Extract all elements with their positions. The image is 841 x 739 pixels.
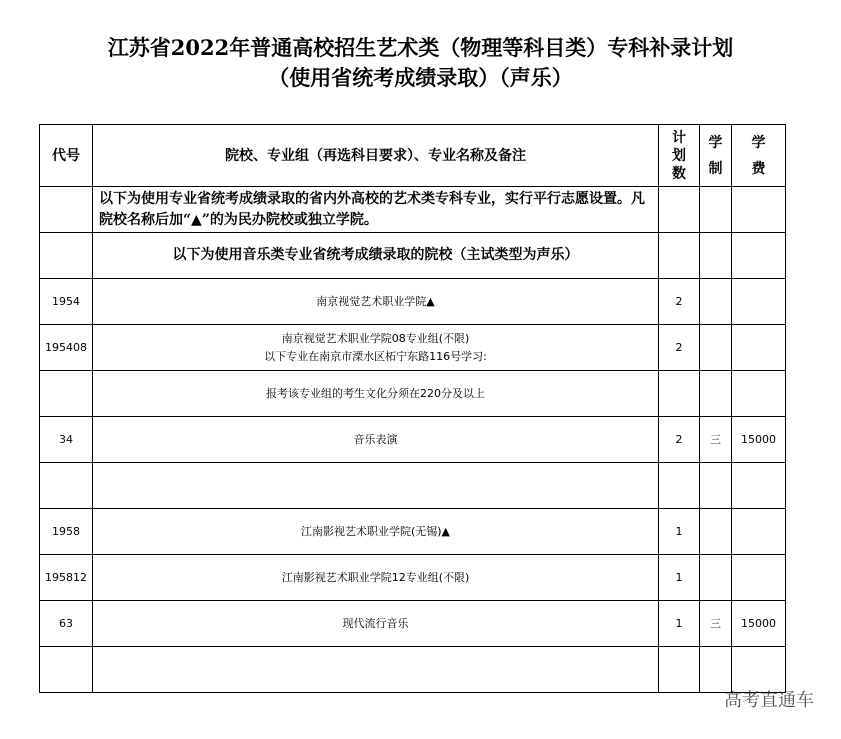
table-row — [40, 601, 786, 647]
cell-plan — [659, 647, 700, 693]
cell-plan: 1 — [659, 601, 700, 647]
cell-plan: 1 — [659, 555, 700, 601]
cell-name: 音乐表演 — [93, 417, 659, 463]
cell-code — [40, 371, 93, 417]
note-parallel-volunteer: 以下为使用专业省统考成绩录取的省内外高校的艺术类专科专业，实行平行志愿设置。凡院校名称后加“▲”的为民办院校或独立学院。 — [93, 187, 659, 233]
note-row — [40, 233, 786, 279]
cell-years — [700, 371, 732, 417]
cell-code: 63 — [40, 601, 93, 647]
cell-plan: 2 — [659, 325, 700, 371]
cell-fee — [732, 371, 786, 417]
cell-years — [700, 279, 732, 325]
cell-plan — [659, 463, 700, 509]
cell-code — [40, 463, 93, 509]
table-row — [40, 279, 786, 325]
cell-years: 三 — [700, 417, 732, 463]
cell-fee — [732, 463, 786, 509]
table-row — [40, 417, 786, 463]
cell-code — [40, 647, 93, 693]
note-row — [40, 187, 786, 233]
cell-fee: 15000 — [732, 601, 786, 647]
cell-fee: 15000 — [732, 417, 786, 463]
cell-plan: 1 — [659, 509, 700, 555]
table-row — [40, 647, 786, 693]
enrollment-plan-table — [39, 124, 786, 693]
page-title: 江苏省2022年普通高校招生艺术类（物理等科目类）专科补录计划 — [107, 35, 734, 60]
table-row — [40, 555, 786, 601]
table-row — [40, 509, 786, 555]
watermark: 高考直通车 — [724, 690, 814, 711]
header-name: 院校、专业组（再选科目要求）、专业名称及备注 — [93, 125, 659, 187]
cell-years — [700, 555, 732, 601]
cell-code: 195812 — [40, 555, 93, 601]
table-header-row — [40, 125, 786, 187]
cell-plan: 2 — [659, 417, 700, 463]
cell-name: 江南影视艺术职业学院(无锡)▲ — [93, 509, 659, 555]
cell-code: 1958 — [40, 509, 93, 555]
cell-fee — [732, 509, 786, 555]
cell-years — [700, 325, 732, 371]
cell-years — [700, 463, 732, 509]
cell-plan: 2 — [659, 279, 700, 325]
cell-code: 1954 — [40, 279, 93, 325]
note-vocal-music: 以下为使用音乐类专业省统考成绩录取的院校（主试类型为声乐） — [93, 233, 659, 279]
cell-years — [700, 509, 732, 555]
header-years: 学 制 — [700, 125, 732, 187]
cell-name — [93, 463, 659, 509]
table-row — [40, 325, 786, 371]
table-row — [40, 371, 786, 417]
table-row — [40, 463, 786, 509]
header-plan: 计 划 数 — [659, 125, 700, 187]
cell-name: 报考该专业组的考生文化分须在220分及以上 — [93, 371, 659, 417]
cell-fee — [732, 555, 786, 601]
cell-name: 现代流行音乐 — [93, 601, 659, 647]
cell-name — [93, 647, 659, 693]
cell-fee — [732, 279, 786, 325]
cell-name: 南京视觉艺术职业学院08专业组(不限) 以下专业在南京市溧水区柘宁东路116号学习: — [93, 325, 659, 371]
cell-name: 南京视觉艺术职业学院▲ — [93, 279, 659, 325]
cell-years: 三 — [700, 601, 732, 647]
cell-fee — [732, 325, 786, 371]
header-fee: 学 费 — [732, 125, 786, 187]
cell-plan — [659, 371, 700, 417]
cell-code: 34 — [40, 417, 93, 463]
header-code: 代号 — [40, 125, 93, 187]
page-subtitle: （使用省统考成绩录取）（声乐） — [268, 65, 573, 90]
cell-name: 江南影视艺术职业学院12专业组(不限) — [93, 555, 659, 601]
cell-code: 195408 — [40, 325, 93, 371]
